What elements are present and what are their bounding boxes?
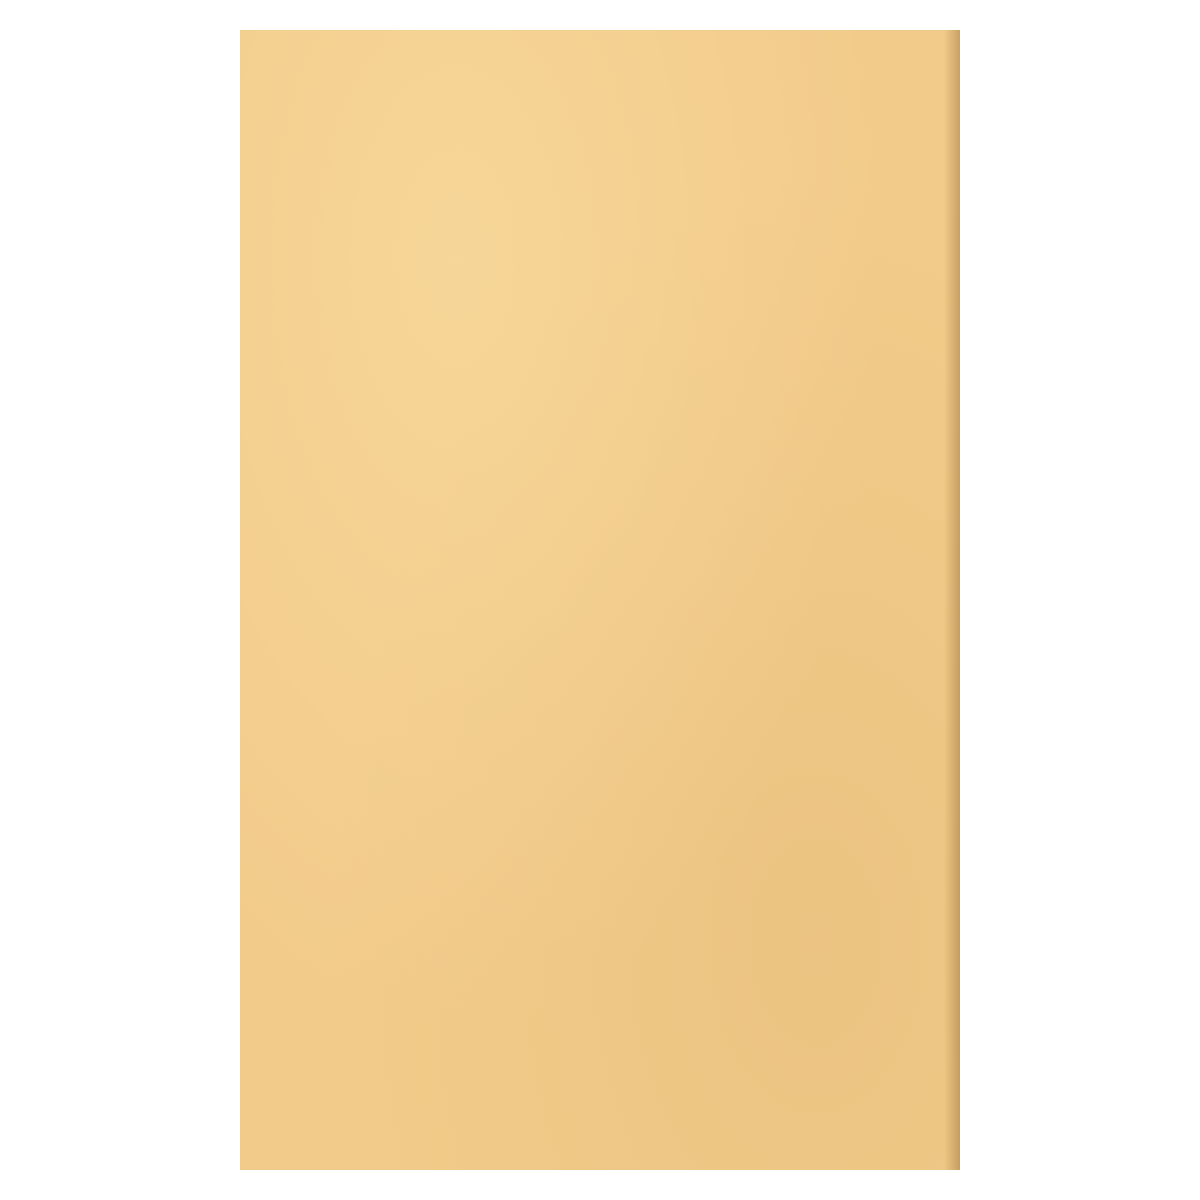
page-edge-shadow xyxy=(944,30,960,1170)
book-page xyxy=(240,30,960,1170)
